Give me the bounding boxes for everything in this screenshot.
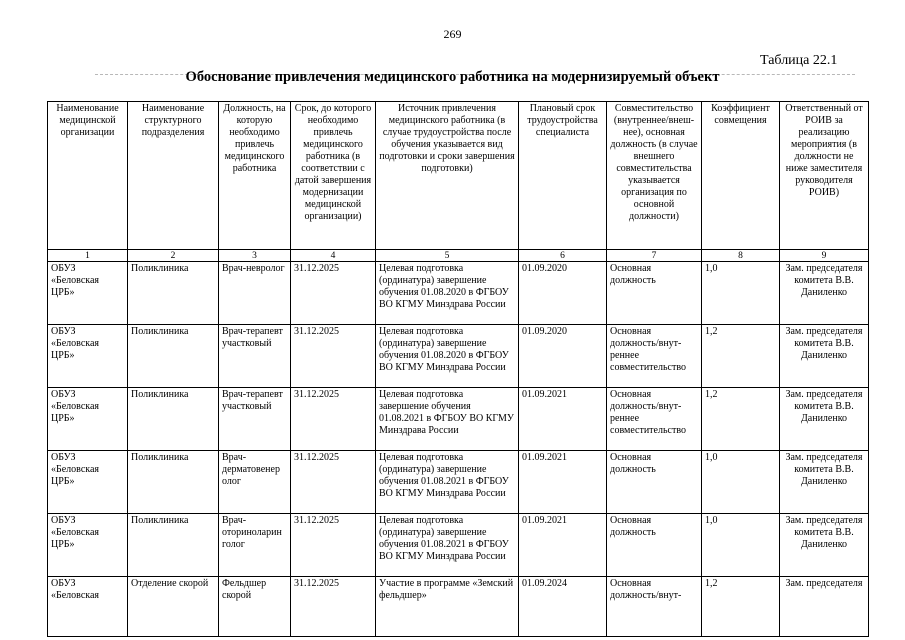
cell-coefficient: 1,0 [702, 514, 780, 577]
cell-unit: Поликлиника [128, 514, 219, 577]
table-label: Таблица 22.1 [760, 53, 838, 68]
column-number: 9 [780, 250, 869, 262]
cell-unit: Поликлиника [128, 451, 219, 514]
cell-unit: Отделение скорой [128, 577, 219, 637]
cell-responsible: Зам. председателя [780, 577, 869, 637]
column-header: Совместительство (внутреннее/внеш-нее), основная должность (в случае внешнего совместительства указывается организация по основной должности) [607, 102, 702, 250]
column-header: Коэффициент совмещения [702, 102, 780, 250]
cell-responsible: Зам. председателя комитета В.В. Даниленко [780, 325, 869, 388]
table-row [48, 514, 869, 577]
column-number-row [48, 250, 869, 262]
cell-position: Врач-дерматовенер олог [219, 451, 291, 514]
cell-combination: Основная должность [607, 514, 702, 577]
cell-coefficient: 1,0 [702, 262, 780, 325]
cell-responsible: Зам. председателя комитета В.В. Даниленко [780, 451, 869, 514]
cell-responsible: Зам. председателя комитета В.В. Даниленко [780, 262, 869, 325]
cell-organization: ОБУЗ «Беловская ЦРБ» [48, 262, 128, 325]
column-header: Ответственный от РОИВ за реализацию мероприятия (в должности не ниже заместителя руководителя РОИВ) [780, 102, 869, 250]
table-row [48, 325, 869, 388]
cell-source: Целевая подготовка (ординатура) завершение обучения 01.08.2020 в ФГБОУ ВО КГМУ Минздрава России [376, 325, 519, 388]
cell-position: Фельдшер скорой [219, 577, 291, 637]
column-header: Источник привлечения медицинского работника (в случае трудоустройства после обучения указывается вид подготовки и сроки завершения подготовки) [376, 102, 519, 250]
cell-source: Участие в программе «Земский фельдшер» [376, 577, 519, 637]
cell-responsible: Зам. председателя комитета В.В. Даниленко [780, 514, 869, 577]
cell-organization: ОБУЗ «Беловская ЦРБ» [48, 388, 128, 451]
cell-source: Целевая подготовка (ординатура) завершение обучения 01.08.2020 в ФГБОУ ВО КГМУ Минздрава России [376, 262, 519, 325]
column-number: 3 [219, 250, 291, 262]
column-header: Должность, на которую необходимо привлечь медицинского работника [219, 102, 291, 250]
table-row [48, 262, 869, 325]
cell-unit: Поликлиника [128, 388, 219, 451]
column-header: Плановый срок трудоустройства специалиста [519, 102, 607, 250]
column-number: 5 [376, 250, 519, 262]
cell-organization: ОБУЗ «Беловская [48, 577, 128, 637]
cell-coefficient: 1,2 [702, 388, 780, 451]
page-number: 269 [443, 27, 462, 41]
cell-combination: Основная должность [607, 451, 702, 514]
cell-combination: Основная должность/внут- [607, 577, 702, 637]
table-row [48, 577, 869, 637]
cell-responsible: Зам. председателя комитета В.В. Даниленко [780, 388, 869, 451]
column-header: Наименование медицинской организации [48, 102, 128, 250]
cell-unit: Поликлиника [128, 325, 219, 388]
cell-organization: ОБУЗ «Беловская ЦРБ» [48, 514, 128, 577]
cell-planned-date: 01.09.2021 [519, 388, 607, 451]
cell-organization: ОБУЗ «Беловская ЦРБ» [48, 451, 128, 514]
cell-combination: Основная должность [607, 262, 702, 325]
column-number: 6 [519, 250, 607, 262]
document-title: Обоснование привлечения медицинского работника на модернизируемый объект [185, 69, 720, 85]
cell-deadline: 31.12.2025 [291, 388, 376, 451]
column-header: Срок, до которого необходимо привлечь медицинского работника (в соответствии с датой завершения модернизации медицинской организации) [291, 102, 376, 250]
cell-organization: ОБУЗ «Беловская ЦРБ» [48, 325, 128, 388]
cell-planned-date: 01.09.2024 [519, 577, 607, 637]
cell-coefficient: 1,2 [702, 577, 780, 637]
cell-source: Целевая подготовка завершение обучения 01.08.2021 в ФГБОУ ВО КГМУ Минздрава России [376, 388, 519, 451]
cell-position: Врач-терапевт участковый [219, 388, 291, 451]
cell-source: Целевая подготовка (ординатура) завершение обучения 01.08.2021 в ФГБОУ ВО КГМУ Минздрава России [376, 451, 519, 514]
cell-coefficient: 1,0 [702, 451, 780, 514]
cell-planned-date: 01.09.2020 [519, 262, 607, 325]
cell-coefficient: 1,2 [702, 325, 780, 388]
table-row [48, 388, 869, 451]
cell-deadline: 31.12.2025 [291, 262, 376, 325]
cell-deadline: 31.12.2025 [291, 577, 376, 637]
column-number: 1 [48, 250, 128, 262]
cell-deadline: 31.12.2025 [291, 325, 376, 388]
column-number: 4 [291, 250, 376, 262]
cell-deadline: 31.12.2025 [291, 514, 376, 577]
column-number: 8 [702, 250, 780, 262]
cell-position: Врач-терапевт участковый [219, 325, 291, 388]
cell-deadline: 31.12.2025 [291, 451, 376, 514]
cell-combination: Основная должность/внут-реннее совместительство [607, 388, 702, 451]
column-number: 7 [607, 250, 702, 262]
column-number: 2 [128, 250, 219, 262]
cell-combination: Основная должность/внут-реннее совместительство [607, 325, 702, 388]
column-header: Наименование структурного подразделения [128, 102, 219, 250]
cell-planned-date: 01.09.2021 [519, 451, 607, 514]
cell-planned-date: 01.09.2021 [519, 514, 607, 577]
table-row [48, 451, 869, 514]
cell-planned-date: 01.09.2020 [519, 325, 607, 388]
cell-position: Врач-оториноларин голог [219, 514, 291, 577]
header-row [48, 102, 869, 250]
cell-position: Врач-невролог [219, 262, 291, 325]
cell-source: Целевая подготовка (ординатура) завершение обучения 01.08.2021 в ФГБОУ ВО КГМУ Минздрава России [376, 514, 519, 577]
justification-table [47, 101, 869, 637]
cell-unit: Поликлиника [128, 262, 219, 325]
